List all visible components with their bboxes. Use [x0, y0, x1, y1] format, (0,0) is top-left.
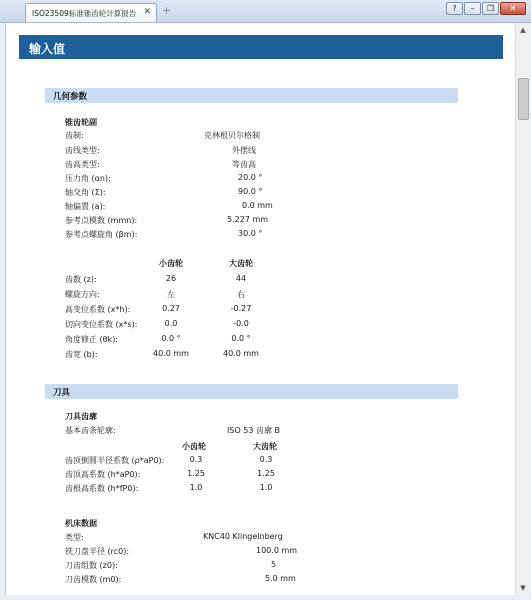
column-header-wheel: 大齿轮: [229, 259, 253, 268]
param-label: 类型:: [65, 533, 84, 542]
table-cell-pinion: 0.0: [164, 319, 178, 328]
minimize-button[interactable]: –: [464, 2, 481, 15]
table-cell-pinion: 0.3: [189, 455, 203, 464]
table-cell-pinion: 40.0 mm: [153, 349, 189, 358]
param-value: 外摆线: [232, 146, 256, 155]
tab-title: ISO23509标准锥齿轮计算报告: [32, 9, 137, 18]
param-value: 100.0 mm: [256, 546, 298, 555]
param-value: 5.0 mm: [265, 574, 296, 583]
param-label: 参考点螺旋角 (βm):: [65, 230, 138, 239]
table-cell-wheel: -0.0: [233, 319, 249, 328]
subsection-title: 刀具齿廓: [65, 412, 97, 421]
help-button[interactable]: ?: [446, 2, 463, 15]
table-row-label: 高变位系数 (x*h):: [65, 305, 131, 314]
param-label: 刀齿模数 (m0):: [65, 575, 122, 584]
table-cell-pinion: 0.0 °: [161, 334, 181, 343]
param-label: 轴偏置 (a):: [65, 202, 106, 211]
table-row-label: 齿顶倒圆半径系数 (ρ*aP0):: [65, 456, 165, 465]
table-cell-wheel: 右: [237, 290, 245, 299]
report-viewport: [5, 23, 516, 595]
table-row-label: 齿顶高系数 (h*aP0):: [65, 470, 141, 479]
param-value: 等齿高: [232, 160, 256, 169]
report-header: [19, 35, 503, 59]
param-value: 克林根贝尔格制: [204, 131, 260, 140]
table-row-label: 角度修正 (θk):: [65, 335, 119, 344]
param-value: KNC40 Klingelnberg: [203, 532, 283, 541]
param-label: 齿线类型:: [65, 146, 100, 155]
section-geometry: [45, 88, 458, 103]
subsection-title: 机床数据: [65, 519, 97, 528]
vertical-scrollbar[interactable]: [515, 23, 530, 595]
param-label: 铣刀盘半径 (rc0):: [65, 547, 130, 556]
param-label: 参考点模数 (mmn):: [65, 216, 138, 225]
param-value: 30.0 °: [238, 229, 263, 238]
param-label: 基本齿条轮廓:: [65, 426, 116, 435]
table-cell-wheel: 0.0 °: [231, 334, 251, 343]
param-value: 5: [271, 560, 277, 569]
tab-close-icon[interactable]: ✕: [143, 7, 151, 17]
table-cell-pinion: 左: [167, 290, 175, 299]
table-row-label: 螺旋方向:: [65, 290, 100, 299]
table-cell-pinion: 0.27: [162, 304, 180, 313]
scroll-down-arrow-icon[interactable]: ▼: [520, 584, 526, 592]
param-value: 90.0 °: [238, 187, 263, 196]
table-cell-pinion: 1.0: [189, 483, 203, 492]
column-header-pinion: 小齿轮: [159, 259, 183, 268]
table-cell-wheel: 1.25: [257, 469, 275, 478]
param-label: 齿制:: [65, 131, 84, 140]
table-cell-pinion: 1.25: [187, 469, 205, 478]
param-value: 5.227 mm: [227, 215, 269, 224]
param-label: 刀齿组数 (z0):: [65, 561, 118, 570]
param-label: 轴交角 (Σ):: [65, 188, 106, 197]
section-title: 几何参数: [53, 92, 88, 102]
column-header-wheel: 大齿轮: [253, 442, 277, 451]
new-tab-button[interactable]: +: [162, 4, 172, 17]
table-row-label: 齿根高系数 (h*fP0):: [65, 484, 139, 493]
scrollbar-thumb[interactable]: [518, 78, 529, 120]
param-label: 压力角 (αn):: [65, 174, 111, 183]
title-bar: [0, 0, 531, 23]
table-row-label: 齿宽 (b):: [65, 350, 98, 359]
window-controls: [445, 2, 526, 15]
param-value: 20.0 °: [238, 173, 263, 182]
section-title: 刀具: [53, 388, 71, 398]
close-button[interactable]: ✕: [500, 2, 526, 15]
subsection-title: 锥齿轮副: [65, 118, 97, 127]
restore-button[interactable]: ❐: [482, 2, 499, 15]
param-value: ISO 53 齿廓 B: [227, 426, 281, 435]
table-row-label: 齿数 (z):: [65, 275, 97, 284]
table-cell-wheel: 0.3: [259, 455, 273, 464]
table-cell-wheel: -0.27: [230, 304, 252, 313]
table-cell-wheel: 44: [235, 274, 247, 283]
param-value: 0.0 mm: [242, 201, 273, 210]
column-header-pinion: 小齿轮: [182, 442, 206, 451]
scroll-up-arrow-icon[interactable]: ▲: [520, 26, 526, 34]
table-cell-pinion: 26: [165, 274, 177, 283]
section-tool: [45, 384, 458, 399]
page-title: 输入值: [29, 42, 66, 56]
table-row-label: 切向变位系数 (x*s):: [65, 320, 138, 329]
table-cell-wheel: 40.0 mm: [223, 349, 259, 358]
table-cell-wheel: 1.0: [259, 483, 273, 492]
report-tab[interactable]: [25, 3, 157, 22]
param-label: 齿高类型:: [65, 160, 100, 169]
